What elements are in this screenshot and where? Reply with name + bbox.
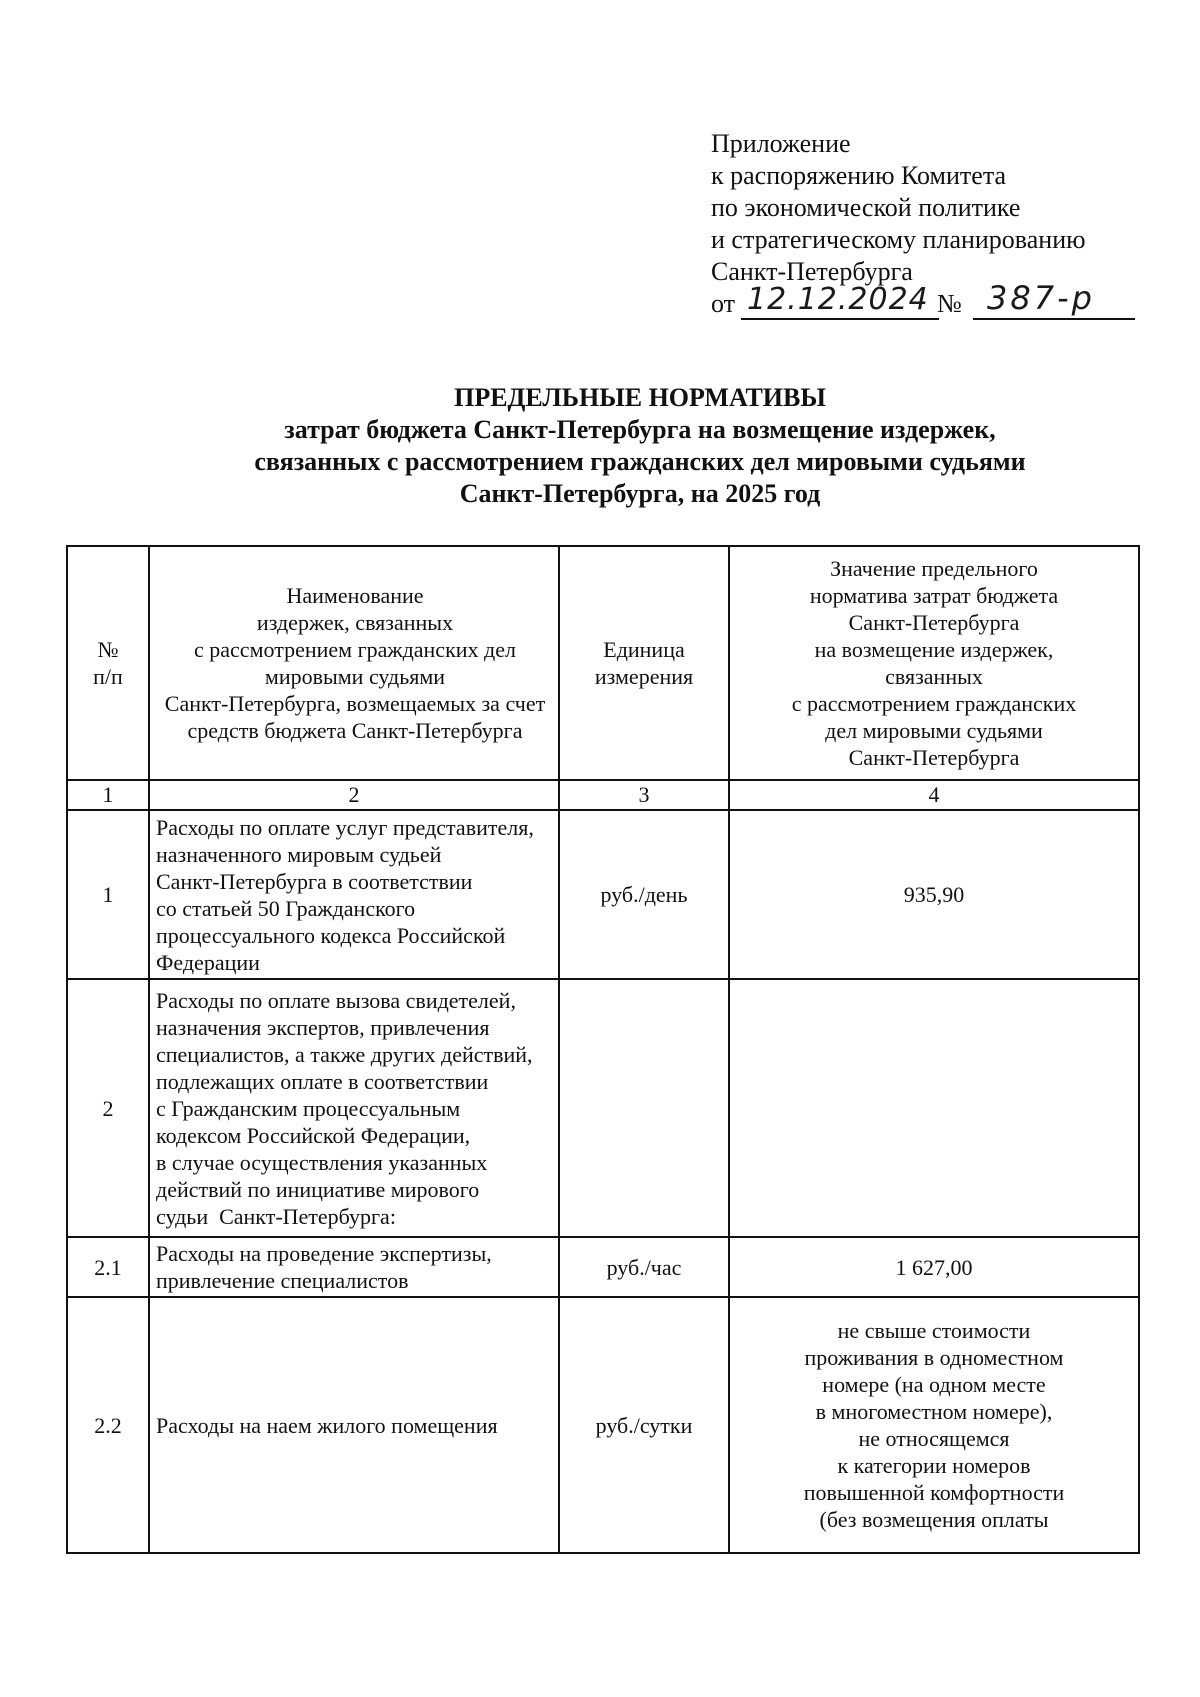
row-value: 1 627,00	[729, 1237, 1139, 1297]
column-index: 3	[559, 780, 729, 810]
row-unit: руб./час	[559, 1237, 729, 1297]
column-index: 4	[729, 780, 1139, 810]
appendix-line: по экономической политике	[711, 193, 1021, 222]
appendix-line: Приложение	[711, 129, 851, 158]
number-prefix: №	[937, 289, 962, 318]
date-prefix: от	[711, 289, 736, 318]
table-row	[67, 979, 1139, 1237]
table-row	[67, 810, 1139, 979]
row-name: Расходы на проведение экспертизы, привлечение специалистов	[149, 1237, 559, 1297]
row-name: Расходы на наем жилого помещения	[149, 1297, 559, 1553]
column-index: 2	[149, 780, 559, 810]
title-line: связанных с рассмотрением гражданских дел мировыми судьями	[254, 447, 1026, 476]
row-unit: руб./день	[559, 810, 729, 979]
appendix-block	[711, 128, 1171, 324]
table-header-row	[67, 546, 1139, 780]
header-cell-number: № п/п	[67, 546, 149, 780]
table-row	[67, 1297, 1139, 1553]
row-name: Расходы по оплате услуг представителя, назначенного мировым судьей Санкт-Петербурга в соответствии со статьей 50 Гражданского процессуального кодекса Российской Федерации	[149, 810, 559, 979]
handwritten-date: 12.12.2024	[747, 282, 929, 317]
order-reference	[711, 279, 1171, 324]
table-row	[67, 1237, 1139, 1297]
row-number: 2	[67, 979, 149, 1237]
document-title	[120, 382, 1160, 510]
norms-table	[66, 545, 1140, 1554]
row-unit	[559, 979, 729, 1237]
row-value	[729, 979, 1139, 1237]
appendix-line: к распоряжению Комитета	[711, 161, 1007, 190]
header-cell-name: Наименование издержек, связанных с рассмотрением гражданских дел мировыми судьями Санкт-Петербурга, возмещаемых за счет средств бюджета Санкт-Петербурга	[149, 546, 559, 780]
row-number: 2.2	[67, 1297, 149, 1553]
title-line: ПРЕДЕЛЬНЫЕ НОРМАТИВЫ	[454, 383, 826, 412]
number-field	[973, 279, 1135, 320]
title-line: Санкт-Петербурга, на 2025 год	[459, 479, 821, 508]
appendix-line: Санкт-Петербурга	[711, 257, 913, 286]
row-number: 1	[67, 810, 149, 979]
row-number: 2.1	[67, 1237, 149, 1297]
title-line: затрат бюджета Санкт-Петербурга на возмещение издержек,	[284, 415, 996, 444]
row-unit: руб./сутки	[559, 1297, 729, 1553]
date-field	[741, 282, 939, 320]
header-cell-value: Значение предельного норматива затрат бюджета Санкт-Петербурга на возмещение издержек, связанных с рассмотрением гражданских дел мировыми судьями Санкт-Петербурга	[729, 546, 1139, 780]
column-index: 1	[67, 780, 149, 810]
handwritten-number: 387-р	[987, 279, 1095, 317]
appendix-line: и стратегическому планированию	[711, 225, 1086, 254]
column-index-row	[67, 780, 1139, 810]
header-cell-unit: Единица измерения	[559, 546, 729, 780]
row-value: 935,90	[729, 810, 1139, 979]
row-name: Расходы по оплате вызова свидетелей, назначения экспертов, привлечения специалистов, а также других действий, подлежащих оплате в соответствии с Гражданским процессуальным кодексом Российской Федерации, в случае осуществления указанных действий по инициативе мирового судьи Санкт-Петербурга:	[149, 979, 559, 1237]
row-value: не свыше стоимости проживания в одноместном номере (на одном месте в многоместном номере), не относящемся к категории номеров повышенной комфортности (без возмещения оплаты	[729, 1297, 1139, 1553]
